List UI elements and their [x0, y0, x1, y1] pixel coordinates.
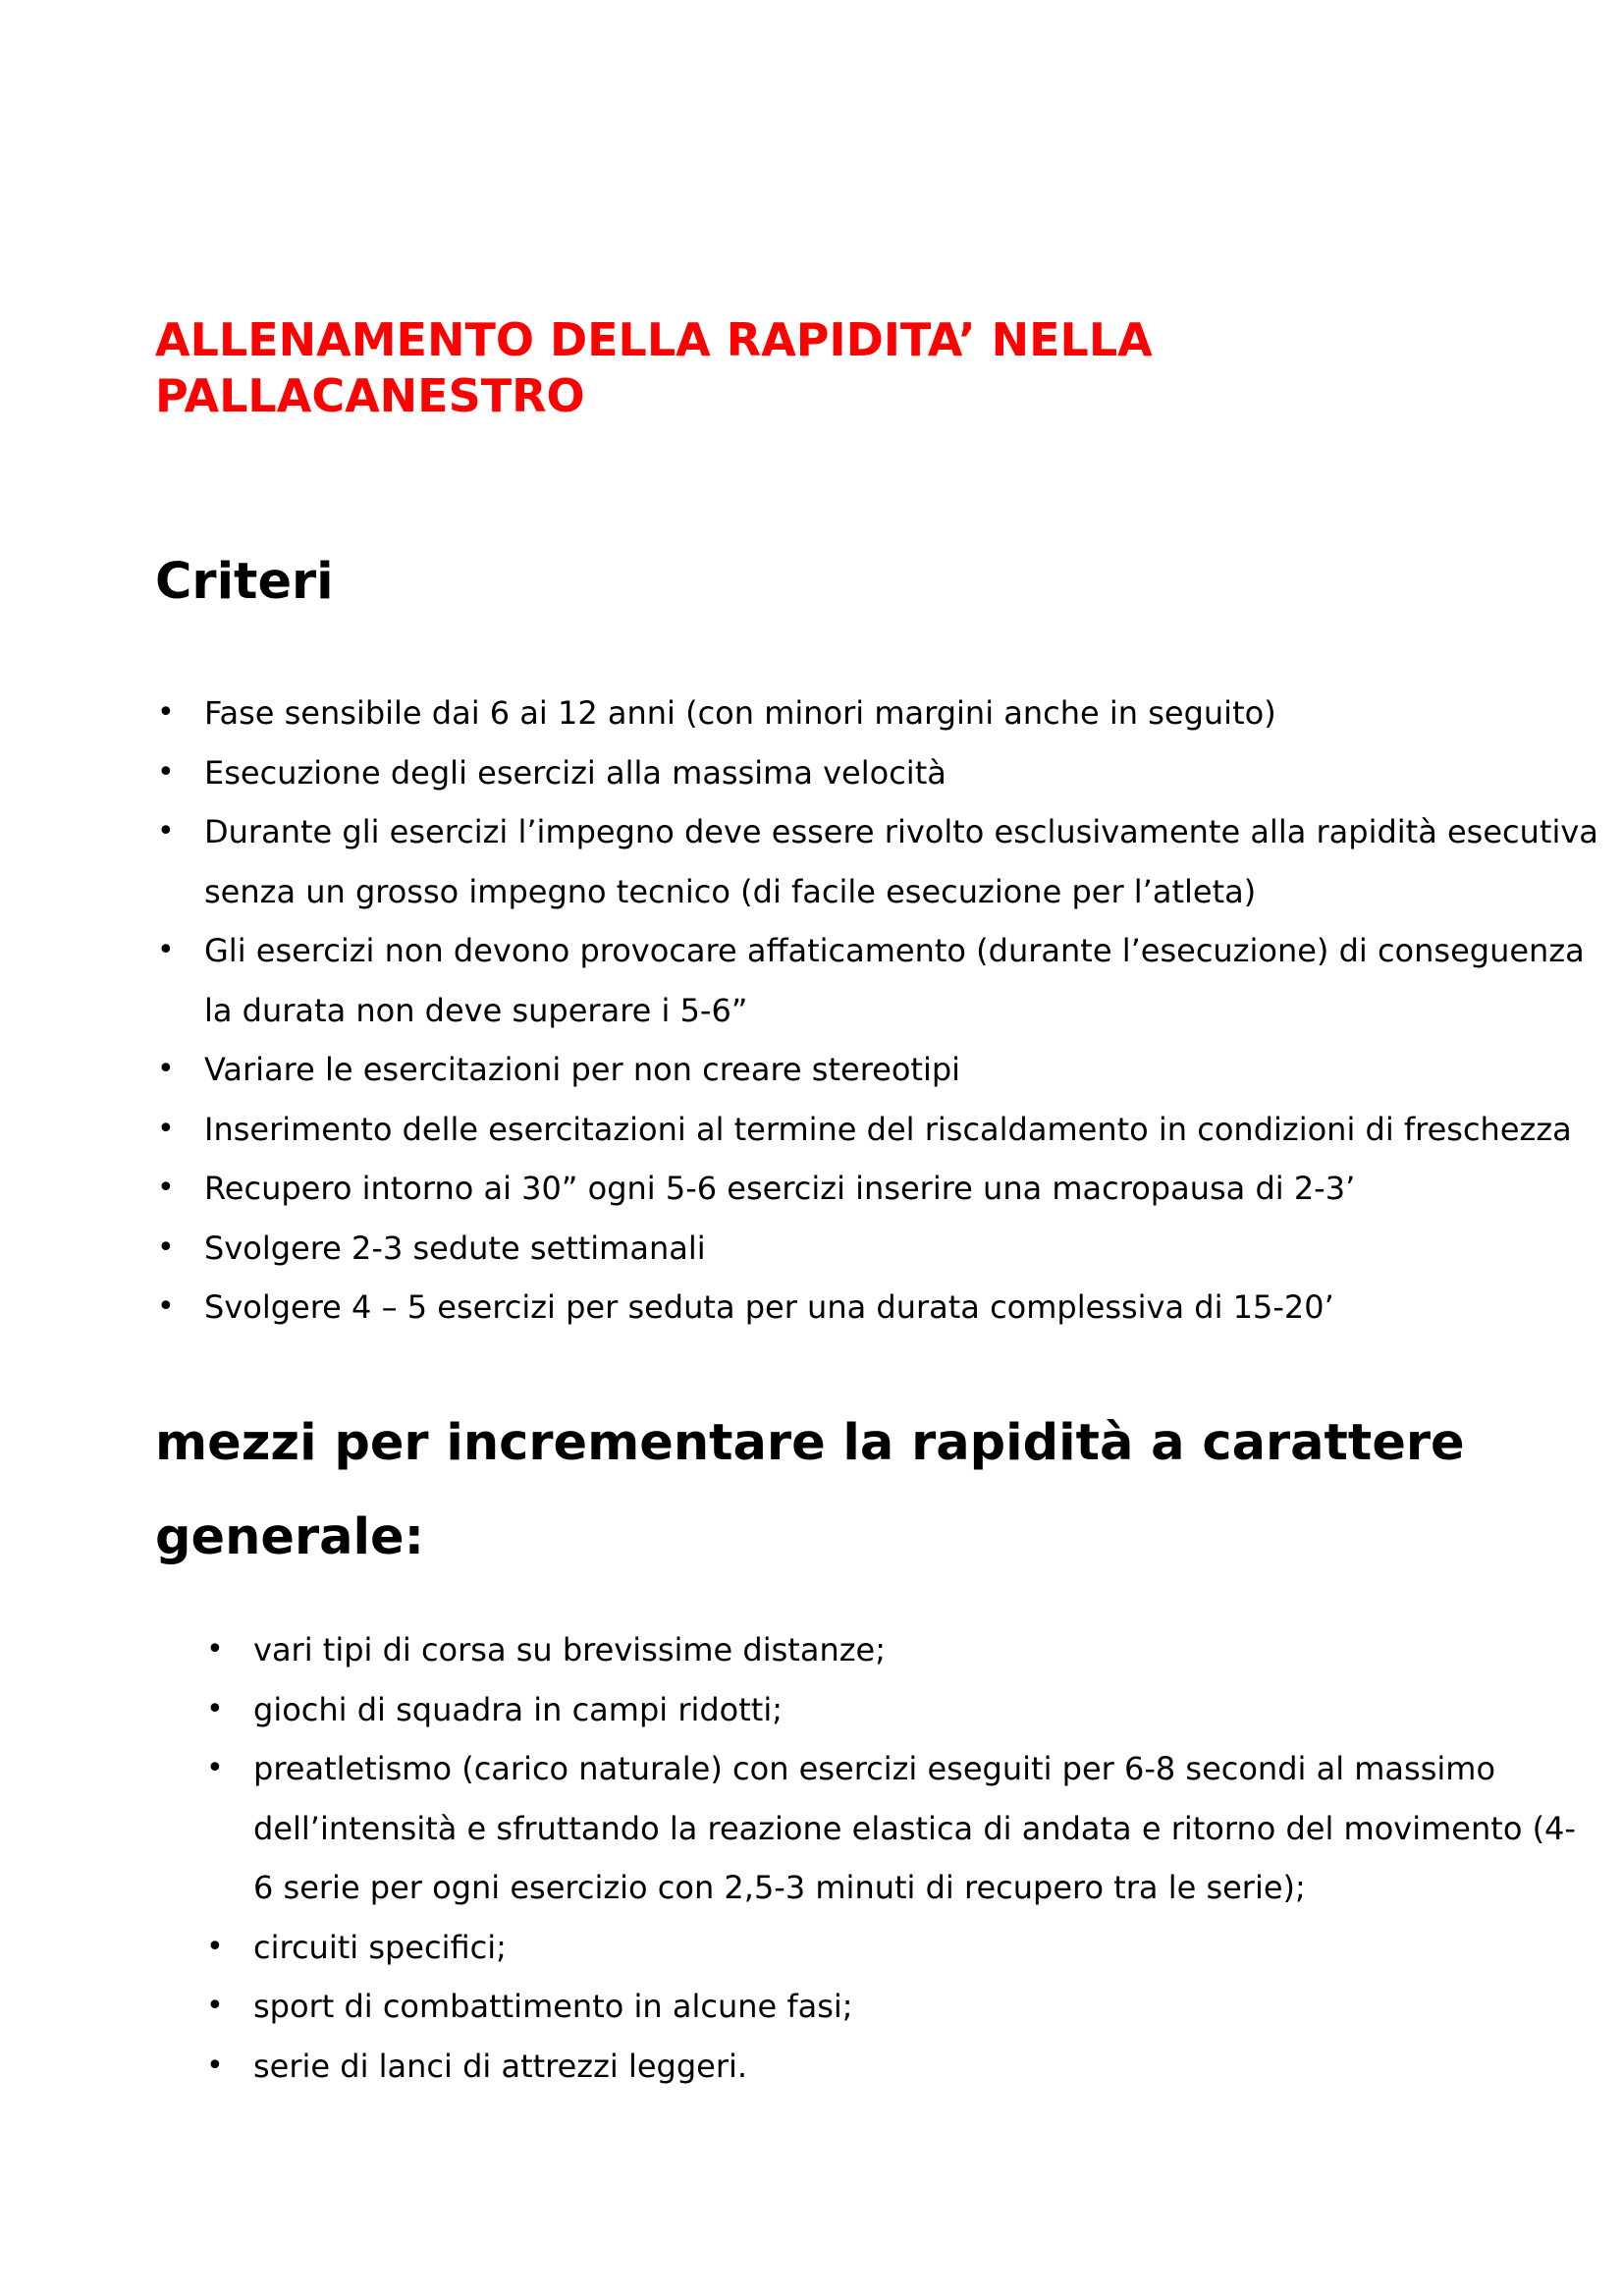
bullet-icon: •: [206, 1691, 224, 1726]
means-heading-line: generale:: [155, 1508, 425, 1566]
means-list: [206, 1620, 1576, 2096]
document-title: [155, 312, 1432, 424]
list-item-text: Svolgere 2-3 sedute settimanali: [204, 1229, 706, 1267]
list-item: [157, 1040, 1510, 1100]
list-item: [206, 1739, 1576, 1918]
list-item-text: la durata non deve superare i 5-6”: [204, 991, 748, 1029]
list-item-text: sport di combattimento in alcune fasi;: [253, 1988, 853, 2025]
list-item: [157, 1278, 1510, 1338]
list-item: [157, 1219, 1510, 1279]
list-item-text: dell’intensità e sfruttando la reazione elastica di andata e ritorno del movimento (4-: [253, 1809, 1576, 1847]
bullet-icon: •: [206, 2048, 224, 2083]
document-title-line: ALLENAMENTO DELLA RAPIDITA’ NELLA: [155, 313, 1153, 366]
list-item-text: circuiti specifici;: [253, 1928, 507, 1966]
bullet-icon: •: [157, 933, 175, 967]
bullet-icon: •: [157, 1052, 175, 1086]
bullet-icon: •: [157, 1171, 175, 1205]
list-item-text: Inserimento delle esercitazioni al termine del riscaldamento in condizioni di freschezza: [204, 1110, 1572, 1148]
bullet-icon: •: [157, 754, 175, 790]
criteria-list: [157, 683, 1598, 1338]
list-item-text: senza un grosso impegno tecnico (di facile esecuzione per l’atleta): [204, 872, 1257, 910]
bullet-icon: •: [157, 1289, 175, 1324]
bullet-icon: •: [206, 1751, 224, 1785]
list-item: [206, 1680, 1520, 1740]
list-item-text: Esecuzione degli esercizi alla massima velocità: [204, 753, 946, 792]
bullet-icon: •: [206, 1632, 224, 1667]
list-item-text: Svolgere 4 – 5 esercizi per seduta per una durata complessiva di 15-20’: [204, 1288, 1334, 1326]
bullet-icon: •: [206, 1929, 224, 1964]
list-item: [157, 1159, 1510, 1219]
document-title-line: PALLACANESTRO: [155, 369, 585, 422]
bullet-icon: •: [206, 1989, 224, 2023]
bullet-icon: •: [157, 814, 175, 848]
means-heading: [155, 1396, 1490, 1585]
bullet-icon: •: [157, 1230, 175, 1265]
list-item: [157, 1100, 1572, 1160]
criteria-heading: Criteri: [155, 553, 334, 611]
list-item: [206, 2037, 1520, 2097]
list-item: [157, 802, 1598, 921]
list-item: [157, 743, 1510, 803]
list-item-text: Durante gli esercizi l’impegno deve essere rivolto esclusivamente alla rapidità esecutiva: [204, 813, 1598, 850]
list-item: [157, 683, 1510, 743]
list-item: [206, 1918, 1520, 1978]
list-item-text: Recupero intorno ai 30” ogni 5-6 esercizi inserire una macropausa di 2-3’: [204, 1170, 1356, 1207]
list-item-text: vari tipi di corsa su brevissime distanze;: [253, 1631, 886, 1668]
list-item-text: giochi di squadra in campi ridotti;: [253, 1690, 784, 1728]
list-item-text: serie di lanci di attrezzi leggeri.: [253, 2047, 748, 2085]
list-item-text: Fase sensibile dai 6 ai 12 anni (con minori margini anche in seguito): [204, 694, 1276, 732]
bullet-icon: •: [157, 695, 175, 730]
list-item-text: preatletismo (carico naturale) con esercizi eseguiti per 6-8 secondi al massimo: [253, 1750, 1496, 1787]
list-item-text: 6 serie per ogni esercizio con 2,5-3 minuti di recupero tra le serie);: [253, 1869, 1306, 1906]
list-item: [206, 1977, 1520, 2037]
list-item: [157, 921, 1585, 1040]
means-heading-line: mezzi per incrementare la rapidità a carattere: [155, 1414, 1465, 1472]
list-item-text: Variare le esercitazioni per non creare stereotipi: [204, 1051, 961, 1088]
list-item-text: Gli esercizi non devono provocare affaticamento (durante l’esecuzione) di conseguenza: [204, 932, 1585, 969]
bullet-icon: •: [157, 1111, 175, 1146]
list-item: [206, 1620, 1520, 1680]
